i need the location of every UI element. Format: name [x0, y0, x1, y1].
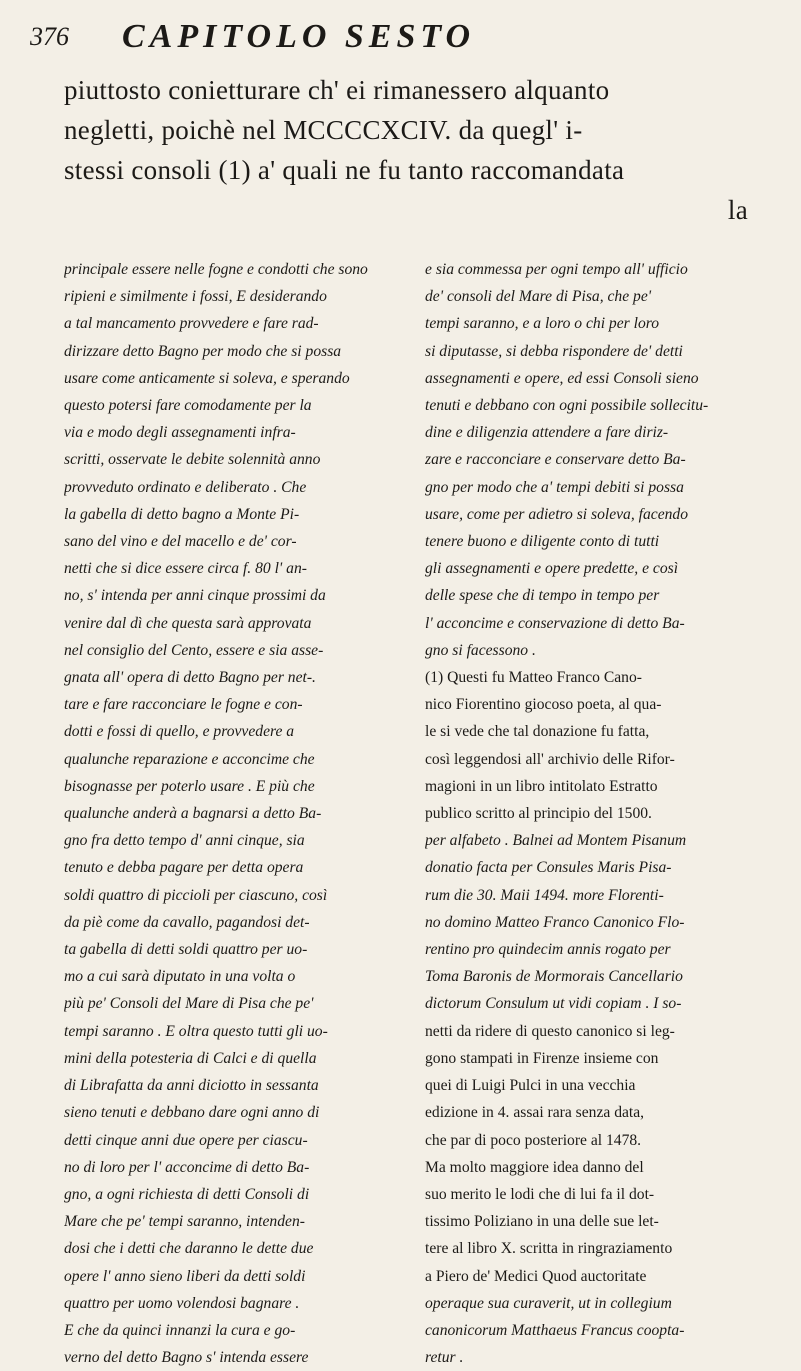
- text-line: quattro per uomo volendosi bagnare .: [64, 1294, 300, 1312]
- footnote-line: per alfabeto . Balnei ad Montem Pisanum: [425, 832, 687, 850]
- text-line: di Librafatta da anni diciotto in sessanta: [64, 1077, 319, 1095]
- text-line: ta gabella di detti soldi quattro per uo-: [64, 941, 308, 959]
- text-line: mini della potesteria di Calci e di quella: [64, 1049, 317, 1067]
- text-line: opere l' anno sieno liberi da detti soldi: [64, 1267, 306, 1285]
- footnote-line: così leggendosi all' archivio delle Rifor-: [425, 750, 675, 768]
- text-line: l' acconcime e conservazione di detto Ba-: [425, 614, 685, 632]
- footnote-line: canonicorum Matthaeus Francus coopta-: [425, 1321, 685, 1339]
- text-line: sieno tenuti e debbano dare ogni anno di: [64, 1104, 320, 1122]
- text-line: via e modo degli assegnamenti infra-: [64, 424, 296, 442]
- text-line: scritti, osservate le debite solennità anno: [64, 451, 321, 469]
- intro-line: negletti, poichè nel MCCCCXCIV. da quegl' i-: [64, 115, 583, 145]
- text-line: tempi saranno . E oltra questo tutti gli uo-: [64, 1022, 328, 1040]
- text-line: da piè come da cavallo, pagandosi det-: [64, 913, 310, 931]
- text-line: E che da quinci innanzi la cura e go-: [64, 1321, 296, 1339]
- text-line: zare e racconciare e conservare detto Ba-: [425, 451, 686, 469]
- text-line: tempi saranno, e a loro o chi per loro: [425, 315, 660, 333]
- right-column: [425, 256, 765, 1371]
- text-line: no, s' intenda per anni cinque prossimi da: [64, 587, 326, 605]
- text-line: gli assegnamenti e opere predette, e così: [425, 560, 679, 578]
- text-line: principale essere nelle fogne e condotti che sono: [64, 261, 368, 278]
- footnote-line: donatio facta per Consules Maris Pisa-: [425, 859, 672, 877]
- text-line: mo a cui sarà diputato in una volta o: [64, 968, 296, 986]
- text-line: dosi che i detti che daranno le dette due: [64, 1240, 314, 1258]
- page-header: [30, 14, 771, 58]
- text-line: netti che si dice essere circa f. 80 l' an-: [64, 560, 307, 578]
- text-line: gno fra detto tempo d' anni cinque, sia: [64, 832, 305, 850]
- text-line: più pe' Consoli del Mare di Pisa che pe': [64, 995, 314, 1013]
- text-line: gno, a ogni richiesta di detti Consoli di: [64, 1185, 310, 1203]
- footnote-line: suo merito le lodi che di lui fa il dot-: [425, 1185, 655, 1203]
- footnote-line: netti da ridere di questo canonico si leg-: [425, 1022, 675, 1040]
- footnote-line: publico scritto al principio del 1500.: [425, 805, 652, 823]
- text-line: dine e diligenzia attendere a fare diriz-: [425, 424, 669, 442]
- footnote-line: che par di poco posteriore al 1478.: [425, 1131, 642, 1149]
- text-line: Mare che pe' tempi saranno, intenden-: [64, 1213, 305, 1231]
- text-line: usare, come per adietro si soleva, facendo: [425, 505, 689, 523]
- footnote-line: a Piero de' Medici Quod auctoritate: [425, 1267, 647, 1285]
- text-line: e sia commessa per ogni tempo all' ufficio: [425, 261, 688, 278]
- left-column: [64, 256, 399, 1371]
- footnote-line: dictorum Consulum ut vidi copiam . I so-: [425, 995, 682, 1013]
- footnote-line: le si vede che tal donazione fu fatta,: [425, 723, 650, 741]
- text-line: nel consiglio del Cento, essere e sia asse-: [64, 641, 324, 659]
- text-line: gnata all' opera di detto Bagno per net-.: [64, 669, 316, 687]
- footnote-line: (1) Questi fu Matteo Franco Cano-: [425, 669, 642, 687]
- running-title: CAPITOLO SESTO: [122, 18, 476, 55]
- footnote-line: magioni in un libro intitolato Estratto: [425, 777, 658, 795]
- text-line: detti cinque anni due opere per ciascu-: [64, 1131, 308, 1149]
- intro-paragraph: [64, 70, 764, 230]
- footnote-line: Toma Baronis de Mormorais Cancellario: [425, 968, 683, 986]
- text-line: de' consoli del Mare di Pisa, che pe': [425, 288, 652, 306]
- intro-line: piuttosto conietturare ch' ei rimanessero alquanto: [64, 75, 610, 105]
- text-line: tenere buono e diligente conto di tutti: [425, 533, 660, 551]
- text-line: usare come anticamente si soleva, e sperando: [64, 369, 350, 387]
- footnote-line: gono stampati in Firenze insieme con: [425, 1049, 659, 1067]
- footnote-line: nico Fiorentino giocoso poeta, al qua-: [425, 696, 662, 714]
- text-line: no di loro per l' acconcime di detto Ba-: [64, 1158, 310, 1176]
- catchword: la: [727, 195, 748, 225]
- text-line: dirizzare detto Bagno per modo che si possa: [64, 342, 342, 360]
- footnote-line: quei di Luigi Pulci in una vecchia: [425, 1077, 636, 1095]
- text-line: gno per modo che a' tempi debiti si possa: [425, 478, 684, 496]
- text-line: tenuti e debbano con ogni possibile sollecitu-: [425, 397, 709, 415]
- footnote-line: edizione in 4. assai rara senza data,: [425, 1104, 645, 1122]
- text-line: venire dal dì che questa sarà approvata: [64, 614, 312, 632]
- text-line: qualunche reparazione e acconcime che: [64, 750, 315, 768]
- text-line: tare e fare racconciare le fogne e con-: [64, 696, 303, 714]
- text-line: verno del detto Bagno s' intenda essere: [64, 1349, 309, 1367]
- text-line: a tal mancamento provvedere e fare rad-: [64, 315, 319, 333]
- footnote-line: rentino pro quindecim annis rogato per: [425, 941, 671, 959]
- footnote-line: tissimo Poliziano in una delle sue let-: [425, 1213, 659, 1231]
- text-line: la gabella di detto bagno a Monte Pi-: [64, 505, 300, 523]
- text-line: qualunche anderà a bagnarsi a detto Ba-: [64, 805, 322, 823]
- page-number: 376: [30, 22, 69, 51]
- text-line: assegnamenti e opere, ed essi Consoli sieno: [425, 369, 699, 387]
- text-line: bisognasse per poterlo usare . E più che: [64, 777, 315, 795]
- text-line: dotti e fossi di quello, e provvedere a: [64, 723, 295, 741]
- footnote-line: tere al libro X. scritta in ringraziamento: [425, 1240, 673, 1258]
- text-line: questo potersi fare comodamente per la: [64, 397, 312, 415]
- intro-line: stessi consoli (1) a' quali ne fu tanto raccomandata: [64, 155, 625, 185]
- text-line: delle spese che di tempo in tempo per: [425, 587, 660, 605]
- text-line: sano del vino e del macello e de' cor-: [64, 533, 297, 551]
- footnote-line: no domino Matteo Franco Canonico Flo-: [425, 913, 685, 931]
- footnote-line: retur .: [425, 1349, 464, 1367]
- footnote-line: Ma molto maggiore idea danno del: [425, 1158, 644, 1176]
- text-line: ripieni e similmente i fossi, E desiderando: [64, 288, 327, 306]
- footnote-line: rum die 30. Maii 1494. more Florenti-: [425, 886, 664, 904]
- text-line: soldi quattro di piccioli per ciascuno, così: [64, 886, 328, 904]
- text-line: gno si facessono .: [425, 641, 536, 659]
- text-line: tenuto e debba pagare per detta opera: [64, 859, 304, 877]
- footnote-line: operaque sua curaverit, ut in collegium: [425, 1294, 672, 1312]
- text-line: si diputasse, si debba rispondere de' detti: [425, 342, 683, 360]
- text-line: provveduto ordinato e deliberato . Che: [64, 478, 307, 496]
